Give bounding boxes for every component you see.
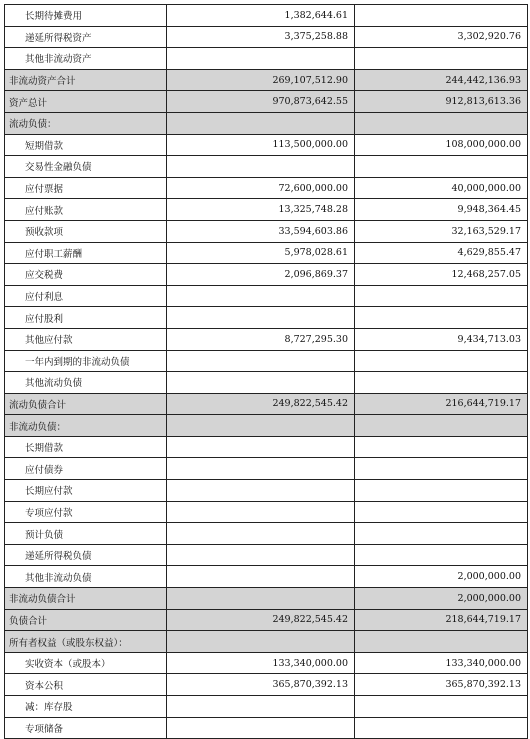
- period-begin-value: 9,948,364.45: [355, 199, 528, 221]
- row-label: 非流动负债：: [5, 415, 167, 437]
- row-label: 应付债券: [5, 458, 167, 480]
- table-row: [5, 436, 528, 458]
- period-end-value: [167, 350, 355, 372]
- period-end-value: 269,107,512.90: [167, 69, 355, 91]
- period-end-value: [167, 112, 355, 134]
- table-row: [5, 5, 528, 27]
- table-row: [5, 328, 528, 350]
- table-row: [5, 220, 528, 242]
- table-row: [5, 91, 528, 113]
- period-begin-value: [355, 156, 528, 178]
- table-row: [5, 480, 528, 502]
- row-label: 应付利息: [5, 285, 167, 307]
- table-row: [5, 242, 528, 264]
- period-end-value: [167, 480, 355, 502]
- period-begin-value: 4,629,855.47: [355, 242, 528, 264]
- period-end-value: 33,594,603.86: [167, 220, 355, 242]
- period-begin-value: [355, 501, 528, 523]
- table-row: [5, 415, 528, 437]
- table-row: [5, 69, 528, 91]
- period-end-value: 365,870,392.13: [167, 674, 355, 696]
- period-begin-value: 40,000,000.00: [355, 177, 528, 199]
- table-row: [5, 696, 528, 718]
- table-row: [5, 177, 528, 199]
- row-label: 负债合计: [5, 609, 167, 631]
- period-begin-value: 108,000,000.00: [355, 134, 528, 156]
- table-row: [5, 307, 528, 329]
- table-row: [5, 501, 528, 523]
- period-begin-value: [355, 415, 528, 437]
- row-label: 其他非流动负债: [5, 566, 167, 588]
- period-end-value: [167, 544, 355, 566]
- table-row: [5, 674, 528, 696]
- table-row: [5, 717, 528, 739]
- period-end-value: [167, 696, 355, 718]
- period-begin-value: [355, 458, 528, 480]
- period-begin-value: [355, 372, 528, 394]
- table-row: [5, 156, 528, 178]
- period-end-value: 249,822,545.42: [167, 393, 355, 415]
- row-label: 长期待摊费用: [5, 5, 167, 27]
- period-begin-value: [355, 48, 528, 70]
- table-row: [5, 588, 528, 610]
- period-end-value: 113,500,000.00: [167, 134, 355, 156]
- period-begin-value: 12,468,257.05: [355, 264, 528, 286]
- table-row: [5, 652, 528, 674]
- row-label: 非流动资产合计: [5, 69, 167, 91]
- period-begin-value: [355, 350, 528, 372]
- period-begin-value: 365,870,392.13: [355, 674, 528, 696]
- table-row: [5, 544, 528, 566]
- period-begin-value: 9,434,713.03: [355, 328, 528, 350]
- row-label: 流动负债：: [5, 112, 167, 134]
- period-begin-value: [355, 523, 528, 545]
- table-row: [5, 393, 528, 415]
- row-label: 专项储备: [5, 717, 167, 739]
- row-label: 应付票据: [5, 177, 167, 199]
- period-end-value: [167, 415, 355, 437]
- period-begin-value: [355, 112, 528, 134]
- row-label: 短期借款: [5, 134, 167, 156]
- table-row: [5, 609, 528, 631]
- period-end-value: [167, 523, 355, 545]
- table-row: [5, 26, 528, 48]
- period-begin-value: [355, 480, 528, 502]
- period-begin-value: 912,813,613.36: [355, 91, 528, 113]
- period-end-value: 5,978,028.61: [167, 242, 355, 264]
- row-label: 非流动负债合计: [5, 588, 167, 610]
- period-end-value: [167, 631, 355, 653]
- period-end-value: 249,822,545.42: [167, 609, 355, 631]
- table-row: [5, 285, 528, 307]
- table-row: [5, 112, 528, 134]
- period-begin-value: 32,163,529.17: [355, 220, 528, 242]
- row-label: 预收款项: [5, 220, 167, 242]
- table-row: [5, 372, 528, 394]
- row-label: 应付账款: [5, 199, 167, 221]
- period-begin-value: [355, 307, 528, 329]
- row-label: 交易性金融负债: [5, 156, 167, 178]
- row-label: 流动负债合计: [5, 393, 167, 415]
- period-begin-value: 2,000,000.00: [355, 588, 528, 610]
- balance-sheet-table: [4, 4, 528, 739]
- row-label: 递延所得税资产: [5, 26, 167, 48]
- row-label: 专项应付款: [5, 501, 167, 523]
- period-end-value: 1,382,644.61: [167, 5, 355, 27]
- table-row: [5, 134, 528, 156]
- row-label: 其他流动负债: [5, 372, 167, 394]
- period-end-value: [167, 372, 355, 394]
- period-begin-value: 216,644,719.17: [355, 393, 528, 415]
- period-end-value: 13,325,748.28: [167, 199, 355, 221]
- row-label: 应付职工薪酬: [5, 242, 167, 264]
- period-end-value: [167, 588, 355, 610]
- row-label: 预计负债: [5, 523, 167, 545]
- period-end-value: [167, 458, 355, 480]
- table-row: [5, 350, 528, 372]
- row-label: 其他应付款: [5, 328, 167, 350]
- period-begin-value: [355, 285, 528, 307]
- period-begin-value: 218,644,719.17: [355, 609, 528, 631]
- period-end-value: [167, 566, 355, 588]
- period-end-value: [167, 307, 355, 329]
- period-begin-value: 133,340,000.00: [355, 652, 528, 674]
- period-end-value: 2,096,869.37: [167, 264, 355, 286]
- row-label: 实收资本（或股本）: [5, 652, 167, 674]
- period-end-value: [167, 717, 355, 739]
- period-begin-value: 244,442,136.93: [355, 69, 528, 91]
- row-label: 资产总计: [5, 91, 167, 113]
- row-label: 长期借款: [5, 436, 167, 458]
- table-row: [5, 458, 528, 480]
- row-label: 所有者权益（或股东权益）：: [5, 631, 167, 653]
- period-begin-value: [355, 544, 528, 566]
- table-row: [5, 48, 528, 70]
- period-end-value: 3,375,258.88: [167, 26, 355, 48]
- period-begin-value: [355, 717, 528, 739]
- row-label: 递延所得税负债: [5, 544, 167, 566]
- row-label: 一年内到期的非流动负债: [5, 350, 167, 372]
- period-begin-value: [355, 696, 528, 718]
- period-begin-value: [355, 5, 528, 27]
- table-row: [5, 264, 528, 286]
- row-label: 减：库存股: [5, 696, 167, 718]
- period-end-value: [167, 501, 355, 523]
- period-begin-value: 3,302,920.76: [355, 26, 528, 48]
- row-label: 应付股利: [5, 307, 167, 329]
- row-label: 应交税费: [5, 264, 167, 286]
- table-row: [5, 631, 528, 653]
- period-end-value: 970,873,642.55: [167, 91, 355, 113]
- table-row: [5, 523, 528, 545]
- period-end-value: 8,727,295.30: [167, 328, 355, 350]
- period-begin-value: [355, 631, 528, 653]
- row-label: 长期应付款: [5, 480, 167, 502]
- period-end-value: [167, 48, 355, 70]
- period-begin-value: 2,000,000.00: [355, 566, 528, 588]
- table-row: [5, 199, 528, 221]
- period-end-value: 133,340,000.00: [167, 652, 355, 674]
- period-end-value: [167, 285, 355, 307]
- period-end-value: [167, 436, 355, 458]
- period-end-value: 72,600,000.00: [167, 177, 355, 199]
- period-end-value: [167, 156, 355, 178]
- table-row: [5, 566, 528, 588]
- balance-sheet-body: [5, 5, 528, 739]
- row-label: 其他非流动资产: [5, 48, 167, 70]
- period-begin-value: [355, 436, 528, 458]
- row-label: 资本公积: [5, 674, 167, 696]
